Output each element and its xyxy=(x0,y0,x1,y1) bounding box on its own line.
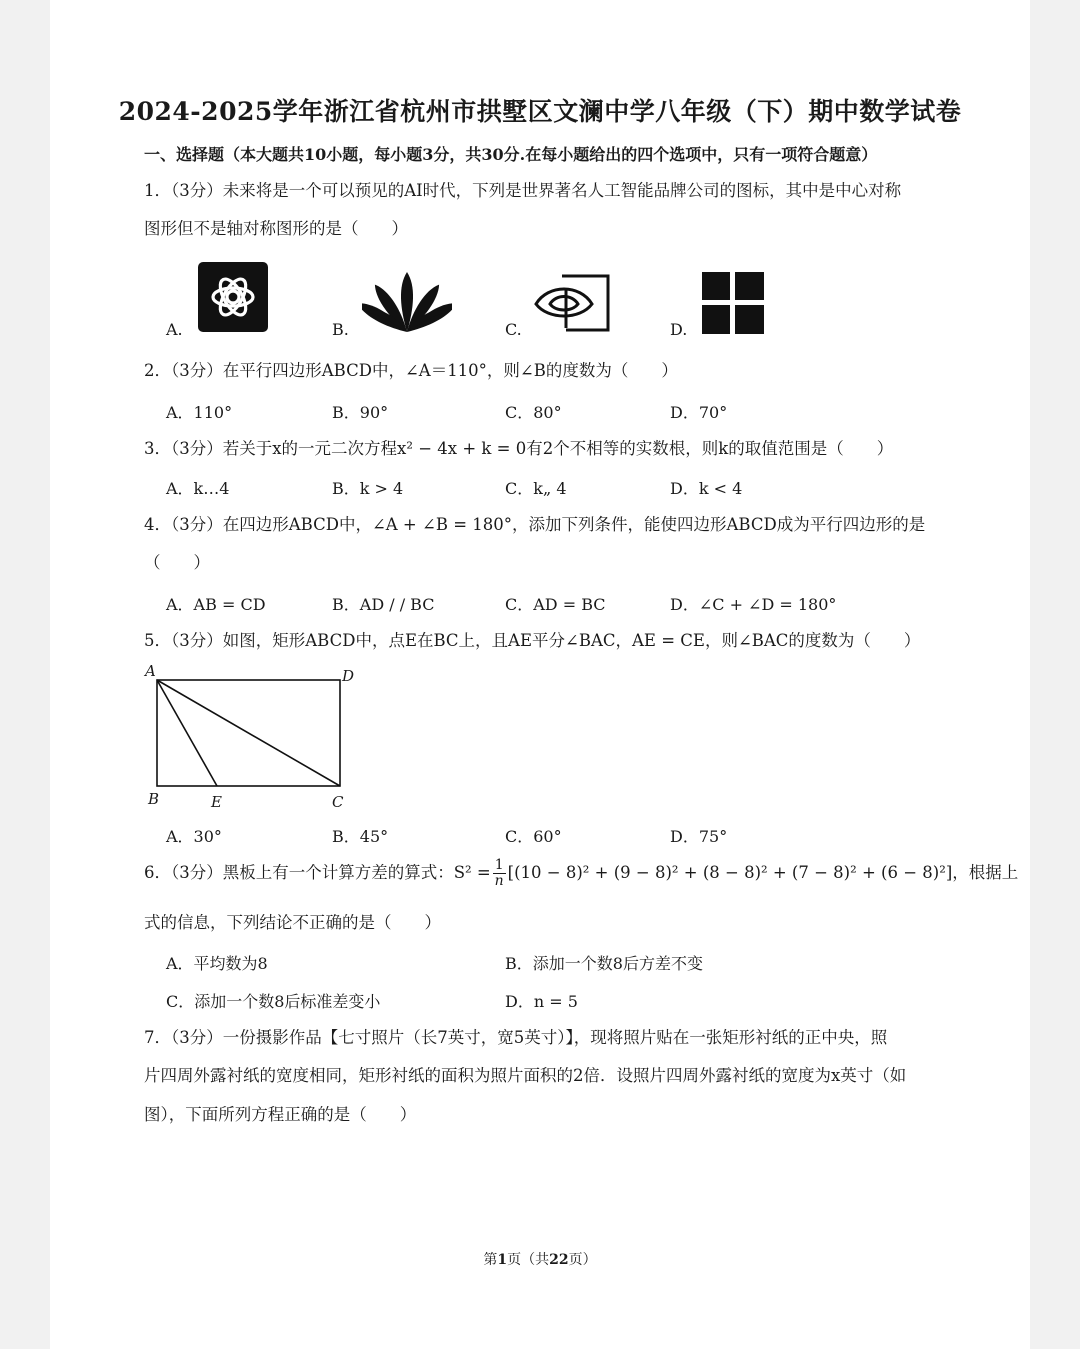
q2-option-d: D．70° xyxy=(670,403,728,422)
q1-option-c: C. xyxy=(505,320,522,339)
fraction-numerator: 1 xyxy=(494,857,504,873)
q1-option-d: D. xyxy=(670,320,688,339)
footer-pre: 第 xyxy=(483,1252,498,1268)
page-footer xyxy=(50,1249,1030,1269)
q3-text: 3．（3分）若关于x的一元二次方程x² − 4x + k = 0有2个不相等的实数根，则k的取值范围是（ ） xyxy=(144,439,894,458)
q2-option-b: B．90° xyxy=(332,403,389,422)
q3-option-c: C．k„ 4 xyxy=(505,479,567,498)
q4-text-line1: 4．（3分）在四边形ABCD中，∠A + ∠B = 180°，添加下列条件，能使四边形ABCD成为平行四边形的是 xyxy=(144,515,926,534)
q6-text-line1 xyxy=(144,858,1018,889)
q6-formula: [(10 − 8)² + (9 − 8)² + (8 − 8)² + (7 − 8)² + (6 − 8)²]，根据上 xyxy=(507,863,1019,882)
huawei-logo-icon xyxy=(362,268,452,336)
point-label-c: C xyxy=(332,793,344,811)
q2-option-a: A．110° xyxy=(166,403,233,422)
q5-option-a: A．30° xyxy=(166,827,222,846)
footer-mid: 页（共 xyxy=(507,1252,550,1268)
q6-option-c: C．添加一个数8后标准差变小 xyxy=(166,992,381,1011)
q5-option-c: C．60° xyxy=(505,827,562,846)
fraction-one-over-n xyxy=(493,858,506,889)
openai-logo-icon xyxy=(198,262,268,332)
q2-text: 2．（3分）在平行四边形ABCD中，∠A＝110°，则∠B的度数为（ ） xyxy=(144,361,678,380)
q6-option-a: A．平均数为8 xyxy=(166,954,268,973)
fraction-denominator: n xyxy=(494,873,504,889)
q3-option-a: A．k…4 xyxy=(166,479,230,498)
footer-page-number: 1 xyxy=(497,1252,508,1268)
q1-option-b: B. xyxy=(332,320,349,339)
point-label-a: A xyxy=(145,662,156,680)
q5-option-d: D．75° xyxy=(670,827,728,846)
q4-text-line2: （ ） xyxy=(144,553,210,572)
q1-text-line2: 图形但不是轴对称图形的是（ ） xyxy=(144,219,408,238)
point-label-e: E xyxy=(211,793,222,811)
q5-option-b: B．45° xyxy=(332,827,389,846)
q4-option-c: C．AD = BC xyxy=(505,595,606,614)
q5-text: 5．（3分）如图，矩形ABCD中，点E在BC上，且AE平分∠BAC，AE = CE，则∠BAC的度数为（ ） xyxy=(144,631,921,650)
section-heading: 一、选择题（本大题共10小题，每小题3分，共30分.在每小题给出的四个选项中，只有一项符合题意） xyxy=(144,145,878,164)
footer-total-pages: 22 xyxy=(549,1252,569,1268)
q3-option-d: D．k < 4 xyxy=(670,479,743,498)
exam-title: 2024-2025学年浙江省杭州市拱墅区文澜中学八年级（下）期中数学试卷 xyxy=(118,97,962,126)
four-squares-logo-icon xyxy=(702,272,764,334)
q7-text-line1: 7．（3分）一份摄影作品【七寸照片（长7英寸，宽5英寸）】，现将照片贴在一张矩形衬纸的正中央，照 xyxy=(144,1028,888,1047)
q6-text-line2: 式的信息，下列结论不正确的是（ ） xyxy=(144,913,441,932)
eye-in-square-logo-icon xyxy=(532,270,612,334)
exam-page xyxy=(50,0,1030,1349)
q7-text-line2: 片四周外露衬纸的宽度相同，矩形衬纸的面积为照片面积的2倍．设照片四周外露衬纸的宽度为x英寸（如 xyxy=(144,1066,907,1085)
q2-option-c: C．80° xyxy=(505,403,562,422)
q6-option-d: D．n = 5 xyxy=(505,992,578,1011)
q4-option-a: A．AB = CD xyxy=(166,595,266,614)
point-label-b: B xyxy=(148,790,160,808)
q6-prefix: 6．（3分）黑板上有一个计算方差的算式：S² = xyxy=(144,863,491,882)
q6-option-b: B．添加一个数8后方差不变 xyxy=(505,954,703,973)
q7-text-line3: 图），下面所列方程正确的是（ ） xyxy=(144,1105,417,1124)
q1-text-line1: 1．（3分）未来将是一个可以预见的AI时代，下列是世界著名人工智能品牌公司的图标，其中是中心对称 xyxy=(144,181,902,200)
rectangle-diagram xyxy=(142,658,362,808)
segment-ae xyxy=(157,680,217,786)
q4-option-b: B．AD / / BC xyxy=(332,595,435,614)
q3-option-b: B．k > 4 xyxy=(332,479,404,498)
q1-option-a: A. xyxy=(166,320,183,339)
segment-ac xyxy=(157,680,340,786)
q4-option-d: D．∠C + ∠D = 180° xyxy=(670,595,837,614)
point-label-d: D xyxy=(342,667,355,685)
footer-post: 页） xyxy=(568,1252,597,1268)
